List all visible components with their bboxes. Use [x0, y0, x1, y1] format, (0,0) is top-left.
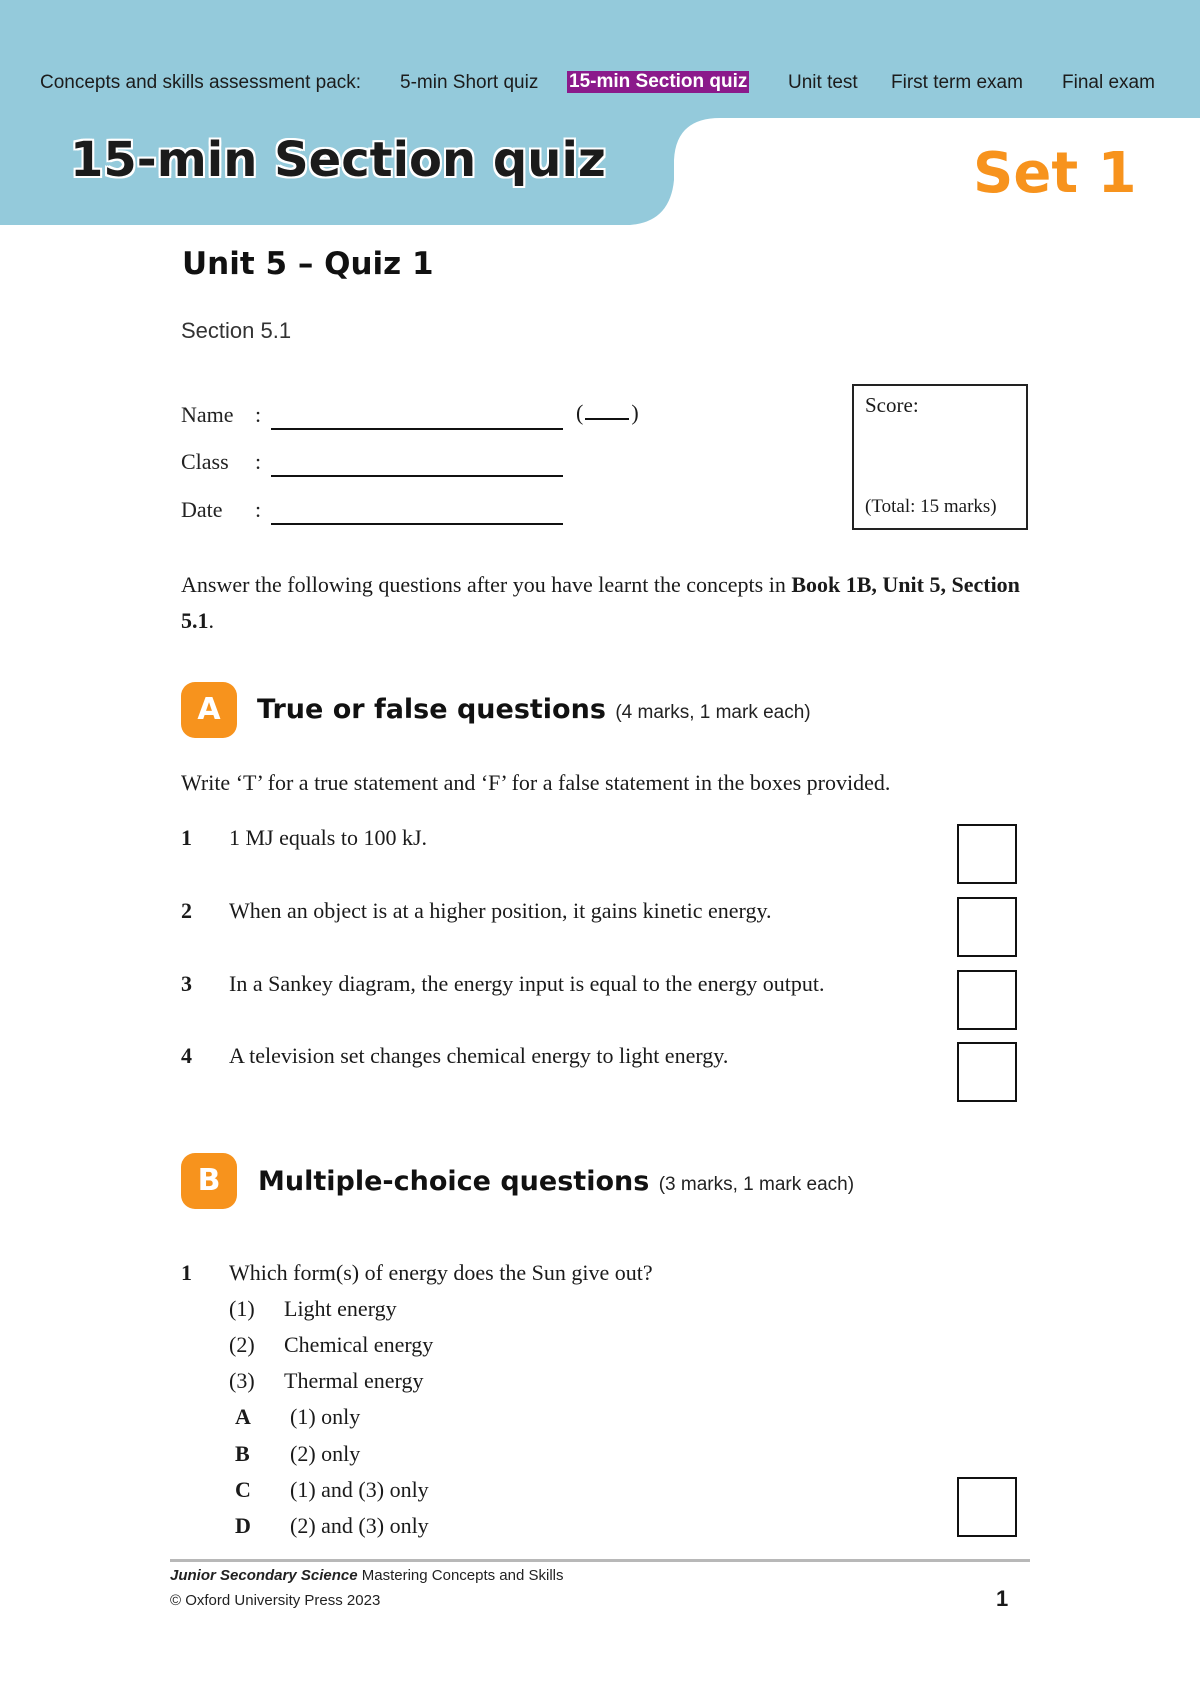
set-label: Set 1 [973, 141, 1137, 206]
intro-bold: Book 1B, Unit 5, Section 5.1 [181, 572, 1020, 633]
mc-question-1-number: 1 [181, 1260, 192, 1285]
statement-2-label: (2) [229, 1332, 255, 1357]
option-a-letter: A [235, 1404, 251, 1429]
score-label: Score: [865, 393, 919, 417]
date-label: Date [181, 497, 223, 522]
tf-question-4-text: A television set changes chemical energy to light energy. [229, 1043, 729, 1068]
tf-question-3-number: 3 [181, 971, 192, 996]
section-b-title: Multiple-choice questions [258, 1166, 650, 1197]
tf-question-2-number: 2 [181, 898, 192, 923]
option-b-text: (2) only [290, 1441, 361, 1466]
tf-answer-box-3[interactable] [957, 970, 1017, 1030]
date-colon: : [255, 497, 262, 522]
statement-3-label: (3) [229, 1368, 255, 1393]
footer-book-title [170, 1567, 564, 1584]
tf-instruction: Write ‘T’ for a true statement and ‘F’ for a false statement in the boxes provided. [181, 770, 891, 795]
tf-answer-box-1[interactable] [957, 824, 1017, 884]
nav-item-short-quiz[interactable]: 5-min Short quiz [400, 72, 539, 93]
page-number: 1 [996, 1586, 1009, 1611]
footer-book-series: Junior Secondary Science [170, 1567, 358, 1584]
mc-question-1-text: Which form(s) of energy does the Sun give out? [229, 1260, 653, 1285]
footer-copyright: © Oxford University Press 2023 [170, 1592, 381, 1609]
section-label: Section 5.1 [181, 318, 292, 343]
tf-question-2-text: When an object is at a higher position, it gains kinetic energy. [229, 898, 772, 923]
footer-book-subtitle: Mastering Concepts and Skills [357, 1567, 564, 1584]
tf-question-3-text: In a Sankey diagram, the energy input is equal to the energy output. [229, 971, 825, 996]
section-a-badge: A [181, 682, 237, 738]
open-paren: ( [576, 400, 584, 425]
section-b-heading [258, 1166, 854, 1197]
mc-answer-box-1[interactable] [957, 1477, 1017, 1537]
footer-divider [170, 1559, 1030, 1562]
tf-answer-box-4[interactable] [957, 1042, 1017, 1102]
class-number-field [576, 400, 639, 426]
section-a-marks: (4 marks, 1 mark each) [615, 702, 811, 723]
statement-1-label: (1) [229, 1296, 255, 1321]
section-a-heading [257, 694, 811, 725]
tf-question-1-number: 1 [181, 825, 192, 850]
nav-item-first-term-exam[interactable]: First term exam [891, 72, 1023, 93]
score-box [852, 384, 1028, 530]
section-a-title: True or false questions [257, 694, 606, 725]
intro-text: Answer the following questions after you have learnt the concepts in [181, 572, 792, 597]
intro-instruction [181, 567, 1041, 639]
nav-item-section-quiz[interactable]: 15-min Section quiz [569, 71, 748, 92]
tf-question-1-text: 1 MJ equals to 100 kJ. [229, 825, 427, 850]
banner-title: 15-min Section quiz [70, 132, 606, 188]
statement-2-text: Chemical energy [284, 1332, 434, 1357]
quiz-title: Unit 5 – Quiz 1 [182, 246, 434, 282]
class-input-line[interactable] [271, 475, 563, 477]
tf-question-4-number: 4 [181, 1043, 192, 1068]
option-c-letter: C [235, 1477, 251, 1502]
option-b-letter: B [235, 1441, 250, 1466]
section-b-badge: B [181, 1153, 237, 1209]
score-total: (Total: 15 marks) [865, 496, 997, 517]
nav-label: Concepts and skills assessment pack: [40, 72, 362, 93]
date-input-line[interactable] [271, 523, 563, 525]
nav-item-final-exam[interactable]: Final exam [1062, 72, 1155, 93]
class-number-input-line[interactable] [585, 400, 629, 420]
name-colon: : [255, 402, 262, 427]
option-c-text: (1) and (3) only [290, 1477, 429, 1502]
close-paren: ) [631, 400, 639, 425]
name-label: Name [181, 402, 234, 427]
option-d-letter: D [235, 1513, 251, 1538]
name-input-line[interactable] [271, 428, 563, 430]
statement-1-text: Light energy [284, 1296, 397, 1321]
top-nav [0, 72, 1200, 100]
option-d-text: (2) and (3) only [290, 1513, 429, 1538]
class-colon: : [255, 449, 262, 474]
nav-item-unit-test[interactable]: Unit test [788, 72, 858, 93]
statement-3-text: Thermal energy [284, 1368, 424, 1393]
tf-answer-box-2[interactable] [957, 897, 1017, 957]
section-b-marks: (3 marks, 1 mark each) [658, 1174, 855, 1195]
intro-end: . [208, 608, 214, 633]
class-label: Class [181, 449, 229, 474]
option-a-text: (1) only [290, 1404, 361, 1429]
